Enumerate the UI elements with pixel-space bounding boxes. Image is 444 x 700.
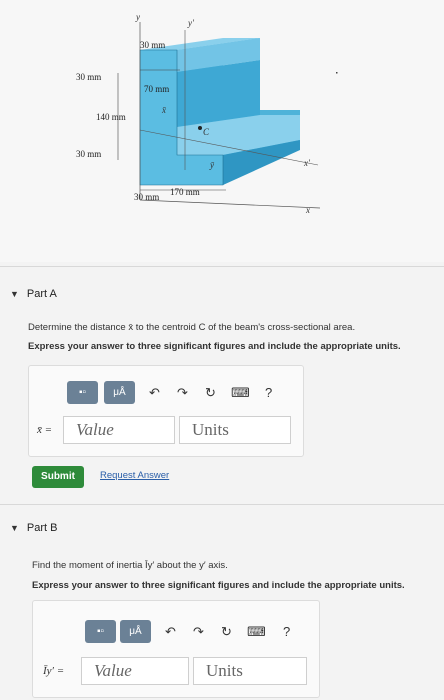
chevron-down-icon: ▼ bbox=[10, 523, 19, 533]
request-answer-link[interactable]: Request Answer bbox=[100, 470, 170, 481]
part-a-instruction: Express your answer to three significant figures and include the appropriate units. bbox=[28, 341, 401, 352]
xbar-variable-label: x̄ = bbox=[37, 424, 53, 436]
templates-button[interactable] bbox=[85, 620, 116, 643]
reset-icon[interactable]: ↻ bbox=[205, 385, 216, 400]
keyboard-icon[interactable]: ⌨ bbox=[231, 385, 250, 400]
units-input[interactable]: Units bbox=[193, 657, 307, 685]
xbar-label: x̄ bbox=[162, 105, 166, 115]
centroid-point bbox=[198, 126, 202, 130]
value-input[interactable]: Value bbox=[63, 416, 175, 444]
ybar-label: ȳ bbox=[210, 160, 214, 170]
keyboard-icon[interactable]: ⌨ bbox=[247, 624, 266, 639]
submit-button[interactable]: Submit bbox=[32, 466, 84, 488]
dim-label: 70 mm bbox=[144, 84, 170, 94]
symbols-button[interactable] bbox=[120, 620, 151, 643]
part-a-header[interactable] bbox=[10, 288, 57, 300]
part-b-title: Part B bbox=[26, 522, 58, 534]
centroid-label: C bbox=[203, 127, 210, 137]
symbols-icon: μÅ bbox=[129, 626, 142, 637]
x-axis-label: x bbox=[306, 205, 310, 215]
beam-figure bbox=[0, 0, 444, 262]
part-a-title: Part A bbox=[26, 288, 57, 300]
redo-icon[interactable]: ↷ bbox=[177, 385, 188, 400]
redo-icon[interactable]: ↷ bbox=[193, 624, 204, 639]
symbols-icon: μÅ bbox=[113, 387, 126, 398]
part-a-question: Determine the distance x̄ to the centroid C of the beam's cross-sectional area. bbox=[28, 322, 356, 333]
symbols-button[interactable] bbox=[104, 381, 135, 404]
help-icon[interactable]: ? bbox=[283, 624, 291, 639]
dim-label: 30 mm bbox=[76, 149, 102, 159]
dim-label: 30 mm bbox=[134, 192, 160, 202]
value-input[interactable]: Value bbox=[81, 657, 189, 685]
part-b-header[interactable] bbox=[10, 522, 58, 534]
x-axis-line bbox=[140, 200, 320, 208]
beam-cross-section-diagram bbox=[0, 0, 444, 262]
part-b-question: Find the moment of inertia Īy′ about the y′ axis. bbox=[32, 560, 228, 571]
divider bbox=[0, 266, 444, 267]
dim-label: 30 mm bbox=[140, 40, 166, 50]
y-prime-axis-label: y′ bbox=[188, 18, 194, 28]
iy-variable-label: Īy′ = bbox=[43, 665, 65, 677]
y-axis-label: y bbox=[136, 12, 140, 22]
part-b-answer-box bbox=[32, 600, 320, 698]
reset-icon[interactable]: ↻ bbox=[221, 624, 232, 639]
part-a-answer-box bbox=[28, 365, 304, 457]
help-icon[interactable]: ? bbox=[265, 385, 273, 400]
divider bbox=[0, 504, 444, 505]
chevron-down-icon: ▼ bbox=[10, 289, 19, 299]
templates-icon: ▪▫ bbox=[96, 626, 105, 637]
undo-icon[interactable]: ↶ bbox=[149, 385, 160, 400]
dim-label: 170 mm bbox=[170, 187, 200, 197]
undo-icon[interactable]: ↶ bbox=[165, 624, 176, 639]
units-input[interactable]: Units bbox=[179, 416, 291, 444]
dim-label: 140 mm bbox=[96, 112, 126, 122]
templates-button[interactable] bbox=[67, 381, 98, 404]
templates-icon: ▪▫ bbox=[78, 387, 87, 398]
part-b-instruction: Express your answer to three significant figures and include the appropriate units. bbox=[32, 580, 405, 591]
x-prime-axis-label: x′ bbox=[304, 158, 310, 168]
dim-label: 30 mm bbox=[76, 72, 102, 82]
